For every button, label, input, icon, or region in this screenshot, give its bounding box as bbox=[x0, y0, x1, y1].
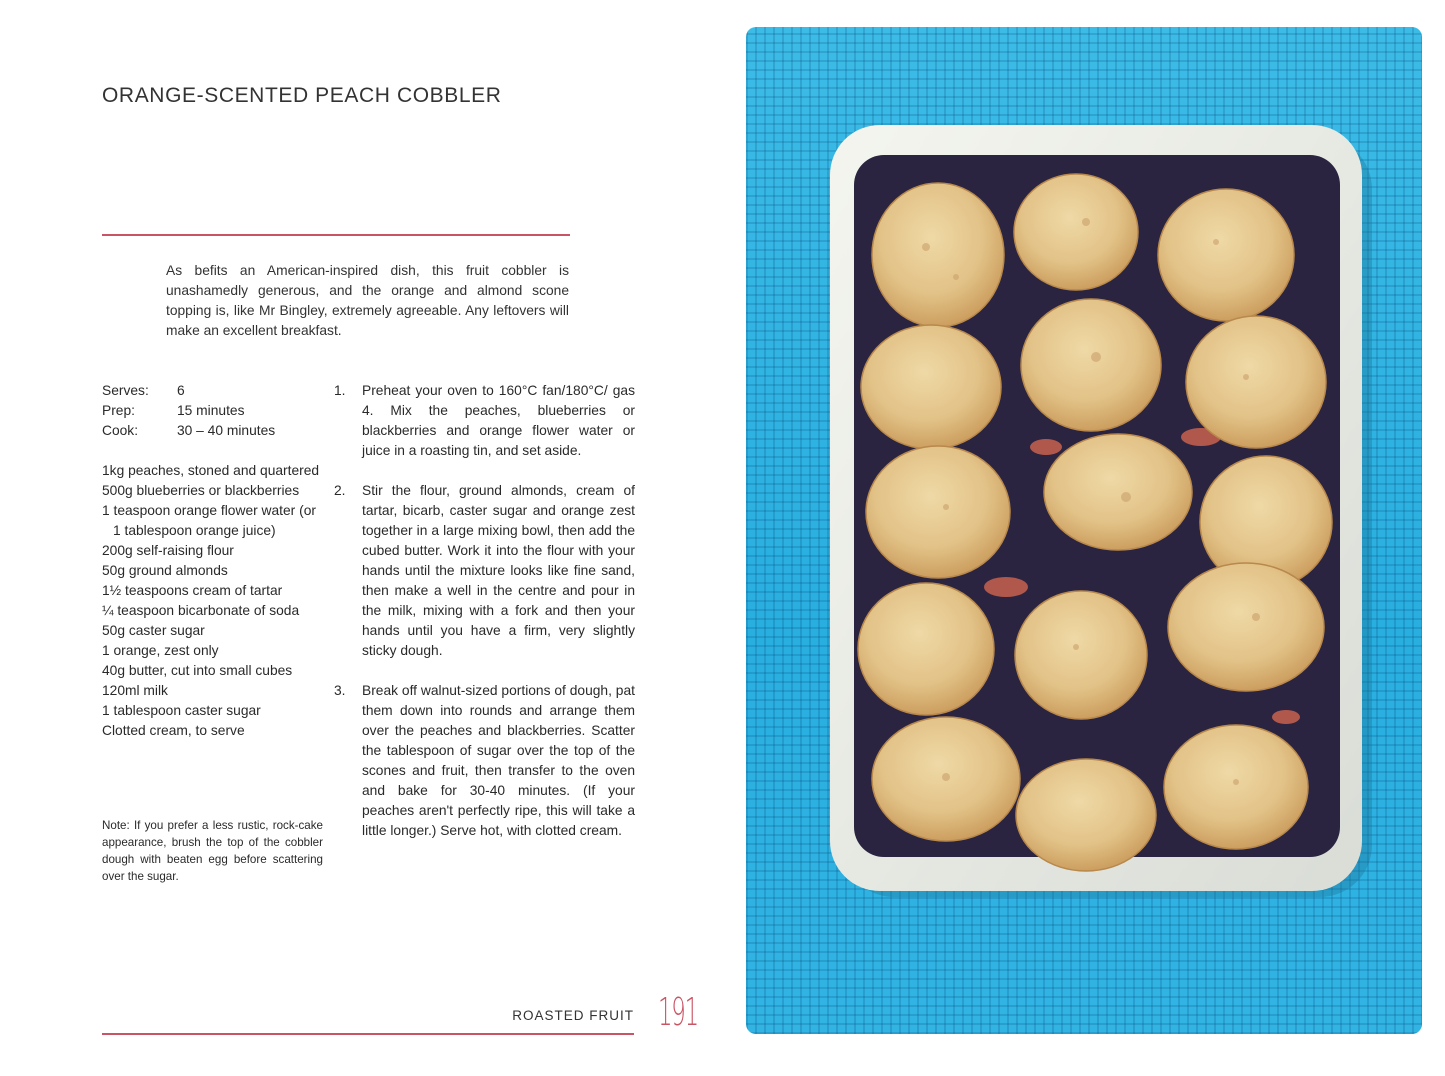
ingredient-item: 200g self-raising flour bbox=[102, 543, 234, 558]
ingredient-item: 1 tablespoon caster sugar bbox=[102, 703, 261, 718]
meta-label: Prep: bbox=[102, 403, 135, 418]
step-number: 2. bbox=[334, 483, 346, 498]
title-divider bbox=[102, 234, 570, 236]
ingredient-item: 1 teaspoon orange flower water (or 1 tablespoon orange juice) bbox=[102, 503, 316, 538]
ingredient-item: 500g blueberries or blackberries bbox=[102, 483, 300, 498]
ingredient-item: 1 orange, zest only bbox=[102, 643, 219, 658]
ingredient-item: 1½ teaspoons cream of tartar bbox=[102, 583, 283, 598]
footer-divider bbox=[102, 1033, 634, 1035]
page-number: 191 bbox=[658, 990, 698, 1034]
section-name: ROASTED FRUIT bbox=[512, 1008, 634, 1023]
ingredient-list bbox=[102, 461, 327, 741]
method-steps bbox=[334, 381, 635, 861]
meta-label: Serves: bbox=[102, 383, 149, 398]
cobbler-photo bbox=[746, 27, 1422, 1034]
method-step bbox=[334, 381, 635, 461]
meta-label: Cook: bbox=[102, 423, 139, 438]
ingredient-item: Clotted cream, to serve bbox=[102, 723, 245, 738]
meta-value: 15 minutes bbox=[177, 403, 245, 418]
method-step bbox=[334, 681, 635, 841]
step-text: Break off walnut-sized portions of dough, pat them down into rounds and arrange them over the peaches and blackberries. Scatter the tablespoon of sugar over the top of the scones and fruit, then transfer to the oven and bake for 30-40 minutes. (If your peaches aren't perfectly ripe, this will take a little longer.) Serve hot, with clotted cream. bbox=[362, 683, 635, 838]
recipe-meta bbox=[102, 381, 275, 441]
meta-cook bbox=[102, 421, 275, 441]
ingredient-item: 50g caster sugar bbox=[102, 623, 205, 638]
ingredient-item: 1kg peaches, stoned and quartered bbox=[102, 463, 320, 478]
step-number: 3. bbox=[334, 683, 346, 698]
ingredient-item: 40g butter, cut into small cubes bbox=[102, 663, 293, 678]
recipe-note: Note: If you prefer a less rustic, rock-cake appearance, brush the top of the cobbler dough with beaten egg before scattering over the sugar. bbox=[102, 819, 323, 883]
meta-serves bbox=[102, 381, 275, 401]
cobbler-illustration bbox=[746, 27, 1422, 1034]
ingredient-item: ¼ teaspoon bicarbonate of soda bbox=[102, 603, 300, 618]
step-text: Preheat your oven to 160°C fan/180°C/ gas 4. Mix the peaches, blueberries or blackberries and orange flower water or juice in a roasting tin, and set aside. bbox=[362, 383, 635, 458]
recipe-title: ORANGE-SCENTED PEACH COBBLER bbox=[102, 84, 502, 107]
meta-value: 6 bbox=[177, 383, 185, 398]
step-number: 1. bbox=[334, 383, 346, 398]
scone-topping bbox=[858, 174, 1332, 871]
ingredient-item: 120ml milk bbox=[102, 683, 168, 698]
recipe-intro: As befits an American-inspired dish, this fruit cobbler is unashamedly generous, and the orange and almond scone topping is, like Mr Bingley, extremely agreeable. Any leftovers will make an excellent breakfast. bbox=[166, 263, 569, 338]
meta-prep bbox=[102, 401, 275, 421]
step-text: Stir the flour, ground almonds, cream of tartar, bicarb, caster sugar and orange zest together in a large mixing bowl, then add the cubed butter. Work it into the flour with your hands until the mixture looks like fine sand, then make a well in the centre and pour in the milk, mixing with a fork and then your hands until you have a firm, very slightly sticky dough. bbox=[362, 483, 635, 658]
ingredient-item: 50g ground almonds bbox=[102, 563, 228, 578]
meta-value: 30 – 40 minutes bbox=[177, 423, 276, 438]
method-step bbox=[334, 481, 635, 661]
